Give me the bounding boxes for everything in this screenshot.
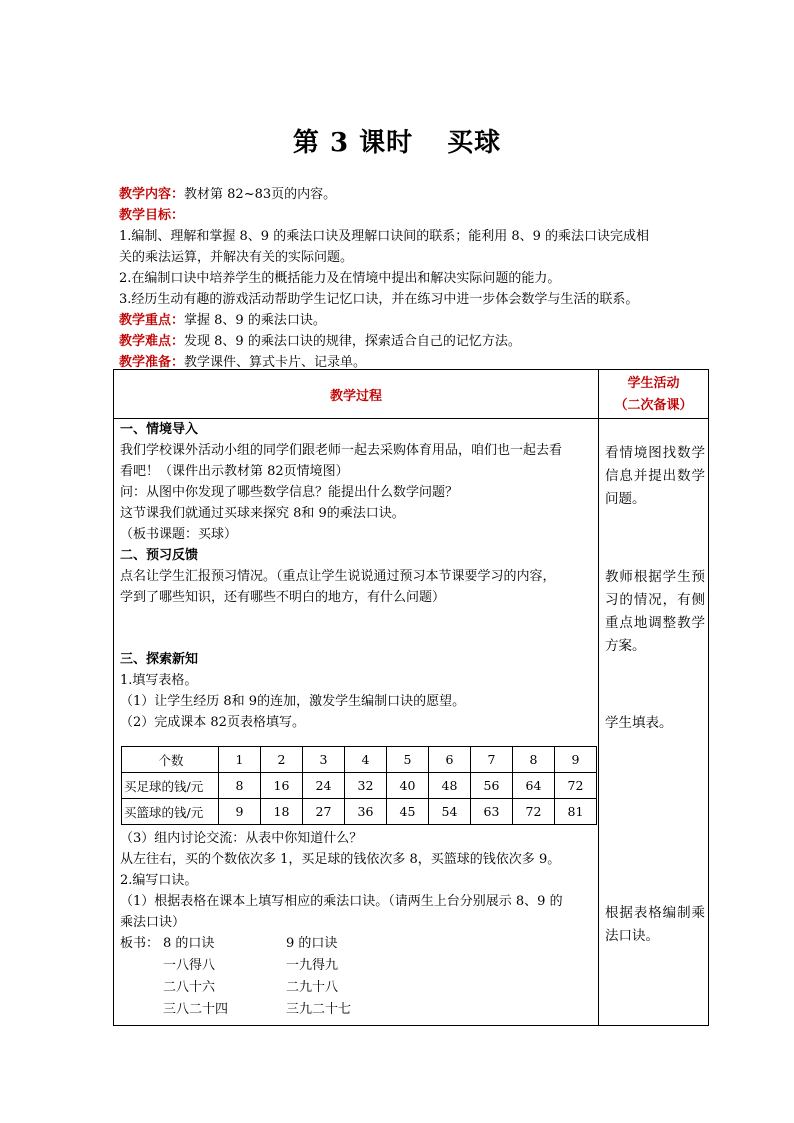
- s3-line-8: 乘法口诀）: [120, 915, 186, 930]
- column-divider: [598, 370, 599, 1025]
- table-cell: 5: [387, 747, 429, 773]
- table-cell: 1: [219, 747, 261, 773]
- s3-line-2: （1）让学生经历 8和 9的连加，激发学生编制口诀的愿望。: [120, 694, 466, 709]
- s3-line-6: 2.编写口诀。: [120, 873, 198, 888]
- board-8-item: 二八十六: [163, 980, 216, 995]
- s2-line-2: 学到了哪些知识，还有哪些不明白的地方，有什么问题）: [120, 590, 446, 605]
- row-header-count: 个数: [122, 747, 219, 773]
- table-cell: 9: [219, 799, 261, 825]
- table-cell: 16: [261, 773, 303, 799]
- board-9-item: 三九二十七: [286, 1002, 352, 1017]
- section-2-title: 二、预习反馈: [120, 548, 199, 563]
- student-activity-3: 学生填表。: [605, 715, 673, 731]
- s3-line-1: 1.填写表格。: [120, 673, 198, 688]
- table-cell: 72: [513, 799, 555, 825]
- table-cell: 32: [345, 773, 387, 799]
- goal-1-line-2: 关的乘法运算，并解决有关的实际问题。: [119, 250, 354, 265]
- content-text: 教材第 82~83页的内容。: [184, 187, 337, 202]
- table-cell: 45: [387, 799, 429, 825]
- key-label: 教学重点：: [119, 313, 185, 328]
- goal-3: 3.经历生动有趣的游戏活动帮助学生记忆口诀，并在练习中进一步体会数学与生活的联系。: [119, 292, 639, 307]
- table-cell: 56: [471, 773, 513, 799]
- table-cell: 81: [555, 799, 597, 825]
- s3-line-5: 从左往右，买的个数依次多 1，买足球的钱依次多 8，买篮球的钱依次多 9。: [120, 852, 561, 867]
- page-title: [0, 122, 794, 159]
- difficulty-text: 发现 8、9 的乘法口诀的规律，探索适合自己的记忆方法。: [184, 334, 521, 349]
- student-header-line-1: 学生活动: [627, 376, 680, 391]
- prep-text: 教学课件、算式卡片、记录单。: [184, 355, 367, 370]
- table-row-counts: [122, 747, 597, 773]
- table-row-football: [122, 773, 597, 799]
- row-header-basketball: 买篮球的钱/元: [122, 799, 219, 825]
- s1-line-4: 这节课我们就通过买球来探究 8和 9的乘法口诀。: [120, 506, 405, 521]
- difficulty-label: 教学难点：: [119, 334, 185, 349]
- student-activity-4: 根据表格编制乘法口诀。: [605, 905, 705, 944]
- student-header-line-2: （二次备课）: [614, 398, 693, 413]
- table-cell: 2: [261, 747, 303, 773]
- content-line: [119, 184, 719, 205]
- prep-label: 教学准备：: [119, 355, 185, 370]
- table-cell: 63: [471, 799, 513, 825]
- table-cell: 40: [387, 773, 429, 799]
- board-8-item: 三八二十四: [163, 1002, 229, 1017]
- s2-line-1: 点名让学生汇报预习情况。（重点让学生说说通过预习本节课要学习的内容，: [120, 569, 556, 584]
- student-activity-header: [599, 370, 708, 418]
- lesson-table: [113, 369, 709, 1026]
- s1-line-2: 看吧！（课件出示教材第 82页情境图）: [120, 464, 349, 479]
- board-9-title: 9 的口诀: [286, 936, 338, 951]
- table-cell: 3: [303, 747, 345, 773]
- table-cell: 72: [555, 773, 597, 799]
- s3-line-3: （2）完成课本 82页表格填写。: [120, 715, 305, 730]
- process-header: 教学过程: [329, 388, 382, 404]
- table-cell: 7: [471, 747, 513, 773]
- board-8-item: 一八得八: [163, 958, 216, 973]
- table-cell: 48: [429, 773, 471, 799]
- table-cell: 64: [513, 773, 555, 799]
- student-activity-2: 教师根据学生预习的情况，有侧重点地调整教学方案。: [605, 569, 705, 654]
- board-9-item: 二九十八: [286, 980, 339, 995]
- board-8-title: 8 的口诀: [163, 936, 215, 951]
- table-row-basketball: [122, 799, 597, 825]
- student-activity-1: 看情境图找数学信息并提出数学问题。: [605, 445, 705, 507]
- content-label: 教学内容：: [119, 187, 185, 202]
- goal-2: 2.在编制口诀中培养学生的概括能力及在情境中提出和解决实际问题的能力。: [119, 271, 561, 286]
- goal-1-line-1: 1.编制、理解和掌握 8、9 的乘法口诀及理解口诀间的联系；能利用 8、9 的乘法口诀完成相: [119, 229, 650, 244]
- key-point-line: [119, 310, 719, 331]
- table-cell: 8: [513, 747, 555, 773]
- title-topic: 买球: [447, 128, 502, 158]
- table-cell: 6: [429, 747, 471, 773]
- s3-line-7: （1）根据表格在课本上填写相应的乘法口诀。（请两生上台分别展示 8、9 的: [120, 894, 563, 909]
- title-lesson: 第 3 课时: [292, 128, 414, 158]
- table-cell: 27: [303, 799, 345, 825]
- table-cell: 9: [555, 747, 597, 773]
- table-cell: 8: [219, 773, 261, 799]
- s3-line-4: （3）组内讨论交流：从表中你知道什么？: [120, 831, 363, 846]
- section-1-title: 一、情境导入: [120, 422, 199, 437]
- table-cell: 54: [429, 799, 471, 825]
- lesson-intro: [119, 184, 719, 373]
- goals-label: 教学目标：: [119, 208, 185, 223]
- header-divider: [114, 418, 708, 419]
- row-header-football: 买足球的钱/元: [122, 773, 219, 799]
- s1-line-5: （板书课题：买球）: [120, 527, 238, 542]
- board-9-item: 一九得九: [286, 958, 339, 973]
- table-cell: 18: [261, 799, 303, 825]
- board-label: 板书：: [120, 936, 160, 951]
- s1-line-3: 问：从图中你发现了哪些数学信息？能提出什么数学问题？: [120, 485, 459, 500]
- s1-line-1: 我们学校课外活动小组的同学们跟老师一起去采购体育用品，咱们也一起去看: [120, 443, 563, 458]
- table-cell: 4: [345, 747, 387, 773]
- key-text: 掌握 8、9 的乘法口诀。: [184, 313, 326, 328]
- table-cell: 24: [303, 773, 345, 799]
- goals-heading: [119, 205, 719, 226]
- table-cell: 36: [345, 799, 387, 825]
- section-3-title: 三、探索新知: [120, 652, 199, 667]
- multiplication-table: [121, 746, 597, 825]
- difficulty-line: [119, 331, 719, 352]
